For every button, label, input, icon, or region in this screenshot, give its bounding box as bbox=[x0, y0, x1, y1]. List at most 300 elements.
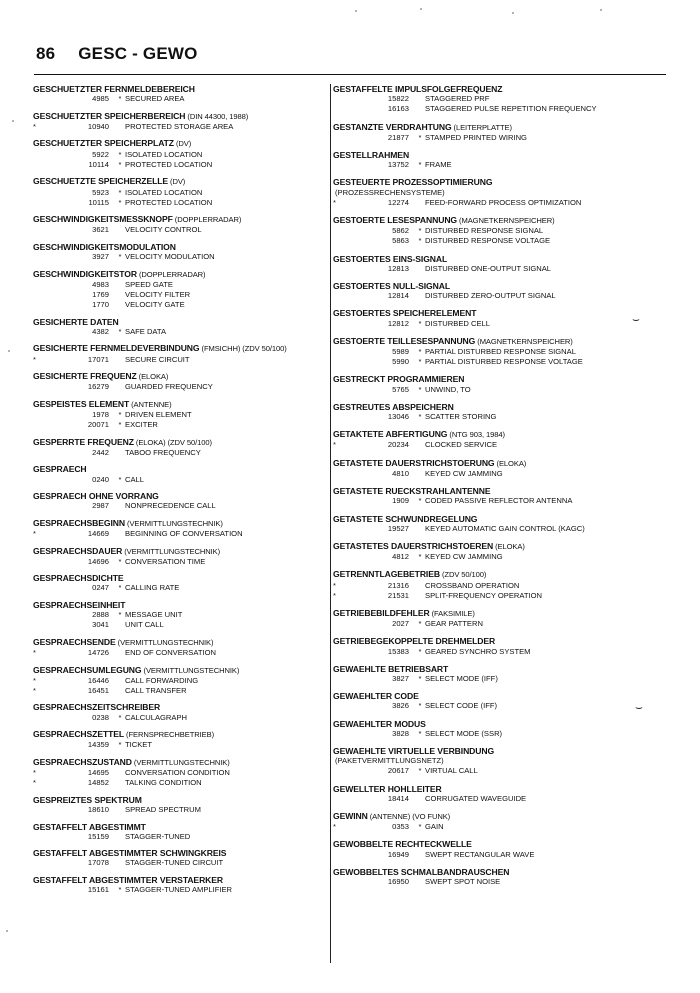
entry-number: 3828 bbox=[392, 728, 409, 738]
headword-note: (FMSICHH) (ZDV 50/100) bbox=[199, 344, 287, 354]
translation-line bbox=[333, 729, 673, 739]
entry-marker bbox=[33, 832, 73, 842]
translation-text: CONVERSATION TIME bbox=[125, 556, 206, 566]
translation-line bbox=[33, 225, 309, 235]
entry-marker bbox=[33, 280, 73, 290]
star-marker bbox=[415, 291, 425, 301]
star-marker bbox=[115, 501, 125, 511]
dictionary-entry bbox=[33, 464, 309, 484]
entry-number: 1770 bbox=[92, 300, 109, 310]
dictionary-entry bbox=[333, 608, 673, 629]
entry-marker bbox=[33, 410, 73, 420]
entry-number: 0240 bbox=[92, 474, 109, 484]
entry-marker bbox=[33, 198, 73, 208]
star-marker: * bbox=[418, 132, 422, 142]
translation-text: KEYED CW JAMMING bbox=[425, 552, 503, 562]
star-marker bbox=[115, 280, 125, 290]
star-marker bbox=[415, 794, 425, 804]
entry-marker: * bbox=[333, 197, 336, 207]
translation-line bbox=[333, 226, 673, 236]
star-marker: * bbox=[118, 326, 122, 336]
page-title: GESC - GEWO bbox=[78, 44, 198, 63]
translation-line bbox=[33, 557, 309, 567]
headword-text: GESPRAECHSZEITSCHREIBER bbox=[33, 702, 161, 713]
star-marker: * bbox=[418, 646, 422, 656]
headword-text: GESCHUETZTE SPEICHERZELLE bbox=[33, 176, 169, 187]
entry-marker: * bbox=[33, 121, 36, 131]
star-marker: * bbox=[118, 187, 122, 197]
headword-text: GESICHERTE FREQUENZ bbox=[33, 371, 137, 382]
entry-headword bbox=[333, 514, 673, 524]
entry-number: 2987 bbox=[92, 501, 109, 511]
headword-text: GEWAEHLTE VIRTUELLE VERBINDUNG bbox=[333, 745, 495, 756]
translation-text: MESSAGE UNIT bbox=[125, 610, 183, 620]
entry-number: 3621 bbox=[92, 225, 109, 235]
dictionary-entry bbox=[33, 84, 309, 104]
entry-marker bbox=[33, 420, 73, 430]
entry-marker bbox=[333, 264, 373, 274]
entry-marker bbox=[333, 291, 373, 301]
dictionary-entry bbox=[33, 214, 309, 235]
translation bbox=[415, 226, 543, 236]
translation-line bbox=[333, 264, 673, 274]
translation bbox=[415, 591, 542, 601]
star-marker: * bbox=[118, 410, 122, 420]
headword-text: GESCHWINDIGKEITSMESSKNOPF bbox=[33, 214, 173, 225]
entry-number: 18414 bbox=[387, 793, 409, 803]
headword-text: GEWAEHLTER CODE bbox=[333, 691, 419, 702]
star-marker: * bbox=[418, 496, 422, 506]
headword-text: GEWOBBELTES SCHMALBANDRAUSCHEN bbox=[333, 866, 510, 877]
entry-headword bbox=[333, 458, 673, 469]
translation bbox=[115, 327, 166, 337]
entry-headword bbox=[33, 343, 309, 354]
translation-text: CALCULAGRAPH bbox=[125, 712, 188, 722]
translation bbox=[115, 94, 185, 104]
dictionary-entry bbox=[33, 176, 309, 208]
translation-text: CALL bbox=[125, 474, 144, 484]
translation bbox=[115, 778, 202, 788]
entry-number: 14696 bbox=[87, 556, 109, 566]
dictionary-entry bbox=[333, 664, 673, 684]
entry-number: 21877 bbox=[387, 132, 409, 142]
translation-line bbox=[333, 524, 673, 534]
entry-marker bbox=[333, 160, 373, 170]
headword-text: GEWAEHLTE BETRIEBSART bbox=[333, 663, 449, 674]
dictionary-entry bbox=[333, 746, 673, 777]
translation-line bbox=[33, 290, 309, 300]
translation-text: SWEPT SPOT NOISE bbox=[425, 876, 501, 886]
translation-text: SECURE CIRCUIT bbox=[125, 354, 190, 364]
entry-number: 4812 bbox=[392, 552, 409, 562]
translation bbox=[415, 440, 497, 450]
headword-text: GESTOERTE TEILLESESPANNUNG bbox=[333, 335, 476, 346]
dictionary-entry bbox=[33, 111, 309, 132]
translation bbox=[415, 647, 531, 657]
entry-number: 14669 bbox=[87, 529, 109, 539]
translation-text: CONVERSATION CONDITION bbox=[125, 768, 230, 778]
translation bbox=[115, 583, 179, 593]
translation-text: DISTURBED RESPONSE VOLTAGE bbox=[425, 236, 551, 246]
star-marker bbox=[115, 290, 125, 300]
translation bbox=[415, 701, 497, 711]
dictionary-entry bbox=[333, 281, 673, 301]
headword-note: (FERNSPRECHBETRIEB) bbox=[124, 730, 215, 740]
entry-headword bbox=[33, 702, 309, 712]
entry-headword bbox=[333, 402, 673, 412]
entry-marker bbox=[33, 160, 73, 170]
entry-number: 12812 bbox=[387, 318, 409, 328]
translation bbox=[415, 412, 496, 422]
dictionary-entry bbox=[33, 848, 309, 868]
entry-headword bbox=[333, 691, 673, 701]
entry-marker bbox=[333, 347, 373, 357]
translation-text: GEARED SYNCHRO SYSTEM bbox=[425, 646, 531, 656]
scan-speck bbox=[355, 10, 357, 12]
translation-line bbox=[333, 766, 673, 776]
entry-marker bbox=[333, 701, 373, 711]
entry-number: 20617 bbox=[387, 766, 409, 776]
entry-number: 3826 bbox=[392, 701, 409, 711]
entry-headword bbox=[33, 518, 309, 529]
entry-marker bbox=[33, 740, 73, 750]
star-marker: * bbox=[118, 740, 122, 750]
translation bbox=[115, 122, 233, 132]
entry-headword bbox=[33, 822, 309, 832]
headword-text: GESPRAECHSDICHTE bbox=[33, 573, 124, 584]
entry-number: 2027 bbox=[392, 619, 409, 629]
headword-note: (VERMITTLUNGSTECHNIK) bbox=[115, 637, 214, 647]
translation-text: TABOO FREQUENCY bbox=[125, 447, 201, 457]
headword-text: GESTAFFELT ABGESTIMMTER SCHWINGKREIS bbox=[33, 848, 227, 859]
entry-marker: * bbox=[33, 778, 36, 788]
star-marker bbox=[415, 850, 425, 860]
translation-text: VIRTUAL CALL bbox=[425, 766, 478, 776]
dictionary-entry bbox=[33, 269, 309, 311]
entry-number: 15159 bbox=[87, 831, 109, 841]
translation-line bbox=[33, 610, 309, 620]
translation bbox=[415, 766, 478, 776]
entry-headword bbox=[333, 374, 673, 384]
translation-text: EXCITER bbox=[125, 420, 158, 430]
entry-number: 16446 bbox=[87, 675, 109, 685]
translation-line bbox=[33, 420, 309, 430]
translation-line bbox=[33, 501, 309, 511]
headword-text: GESPEISTES ELEMENT bbox=[33, 398, 130, 409]
dictionary-entry bbox=[33, 371, 309, 392]
translation-text: SPEED GATE bbox=[125, 279, 173, 289]
entry-number: 5922 bbox=[92, 149, 109, 159]
entry-headword bbox=[33, 464, 309, 474]
translation-line bbox=[33, 188, 309, 198]
headword-note: (DV) bbox=[173, 139, 192, 149]
entry-number: 1909 bbox=[392, 496, 409, 506]
entry-headword bbox=[33, 795, 309, 805]
star-marker: * bbox=[418, 701, 422, 711]
entry-number: 16950 bbox=[387, 876, 409, 886]
page-header bbox=[36, 44, 198, 64]
entry-number: 4983 bbox=[92, 279, 109, 289]
headword-text: GESCHUETZTER SPEICHERPLATZ bbox=[33, 138, 174, 149]
entry-number: 0353 bbox=[392, 822, 409, 832]
translation-text: STAGGER-TUNED AMPLIFIER bbox=[125, 885, 233, 895]
translation-text: ISOLATED LOCATION bbox=[125, 149, 203, 159]
headword-text: GESCHUETZTER FERNMELDEBEREICH bbox=[33, 84, 195, 94]
dictionary-entry bbox=[33, 546, 309, 567]
entry-number: 2442 bbox=[92, 447, 109, 457]
translation-text: CALLING RATE bbox=[125, 583, 180, 593]
dictionary-entry bbox=[333, 336, 673, 368]
translation-line bbox=[333, 357, 673, 367]
translation bbox=[115, 620, 164, 630]
translation bbox=[115, 382, 213, 392]
translation-text: PARTIAL DISTURBED RESPONSE VOLTAGE bbox=[425, 357, 583, 367]
headword-note: (MAGNETKERNSPEICHER) bbox=[475, 336, 573, 346]
translation-line bbox=[333, 496, 673, 506]
headword-note: (ELOKA) bbox=[493, 541, 525, 551]
headword-text: GESICHERTE DATEN bbox=[33, 316, 119, 327]
entry-marker: * bbox=[333, 440, 336, 450]
entry-marker bbox=[333, 385, 373, 395]
entry-headword bbox=[33, 399, 309, 410]
translation-line bbox=[333, 469, 673, 479]
translation-line bbox=[33, 648, 309, 658]
star-marker: * bbox=[418, 347, 422, 357]
dictionary-entry bbox=[33, 491, 309, 511]
translation-text: CORRUGATED WAVEGUIDE bbox=[425, 793, 527, 803]
translation-text: CROSSBAND OPERATION bbox=[425, 580, 520, 590]
translation-line bbox=[33, 94, 309, 104]
translation-text: ISOLATED LOCATION bbox=[125, 187, 203, 197]
translation-line bbox=[33, 686, 309, 696]
translation bbox=[115, 610, 182, 620]
margin-tick-icon: ⌣ bbox=[635, 700, 643, 714]
star-marker: * bbox=[418, 318, 422, 328]
translation-text: SPLIT-FREQUENCY OPERATION bbox=[425, 590, 543, 600]
star-marker bbox=[115, 686, 125, 696]
entry-number: 15161 bbox=[87, 885, 109, 895]
translation bbox=[115, 713, 187, 723]
translation-text: CALL FORWARDING bbox=[125, 675, 199, 685]
entry-marker bbox=[333, 552, 373, 562]
entry-headword bbox=[333, 281, 673, 291]
entry-number: 12274 bbox=[387, 197, 409, 207]
translation-line bbox=[33, 805, 309, 815]
entry-marker bbox=[333, 794, 373, 804]
headword-text: GESPRAECHSUMLEGUNG bbox=[33, 664, 142, 675]
entry-headword bbox=[333, 486, 673, 496]
headword-text: GESTAFFELT ABGESTIMMTER VERSTAERKER bbox=[33, 874, 224, 885]
star-marker bbox=[415, 524, 425, 534]
entry-marker bbox=[33, 805, 73, 815]
headword-subnote: (PROZESSRECHENSYSTEME) bbox=[335, 187, 445, 197]
star-marker bbox=[415, 469, 425, 479]
star-marker: * bbox=[118, 556, 122, 566]
translation bbox=[415, 264, 551, 274]
entry-marker: * bbox=[333, 822, 336, 832]
star-marker: * bbox=[418, 412, 422, 422]
dictionary-entry bbox=[333, 429, 673, 450]
translation bbox=[415, 822, 444, 832]
entry-headword bbox=[33, 437, 309, 448]
translation bbox=[415, 347, 576, 357]
translation-line bbox=[33, 198, 309, 208]
entry-number: 14359 bbox=[87, 740, 109, 750]
entry-headword bbox=[333, 811, 673, 822]
translation-line bbox=[33, 740, 309, 750]
translation bbox=[115, 529, 243, 539]
star-marker bbox=[115, 648, 125, 658]
entry-number: 4985 bbox=[92, 94, 109, 104]
translation-text: NONPRECEDENCE CALL bbox=[125, 501, 216, 511]
translation bbox=[415, 877, 500, 887]
star-marker: * bbox=[118, 583, 122, 593]
star-marker: * bbox=[118, 197, 122, 207]
entry-marker bbox=[33, 300, 73, 310]
translation bbox=[415, 236, 550, 246]
translation-text: STAGGER-TUNED CIRCUIT bbox=[125, 858, 224, 868]
headword-text: GESTREUTES ABSPEICHERN bbox=[333, 401, 454, 412]
translation-line bbox=[33, 410, 309, 420]
entry-headword bbox=[333, 254, 673, 264]
headword-text: GESTOERTES SPEICHERELEMENT bbox=[333, 308, 477, 319]
entry-marker bbox=[33, 327, 73, 337]
translation bbox=[115, 557, 205, 567]
headword-text: GESTANZTE VERDRAHTUNG bbox=[333, 121, 452, 132]
translation-text: SELECT MODE (IFF) bbox=[425, 673, 498, 683]
dictionary-entry bbox=[333, 839, 673, 859]
translation bbox=[115, 225, 202, 235]
translation-text: KEYED AUTOMATIC GAIN CONTROL (KAGC) bbox=[425, 523, 585, 533]
dictionary-entry bbox=[33, 665, 309, 697]
translation-line bbox=[333, 94, 673, 104]
entry-number: 10940 bbox=[87, 121, 109, 131]
star-marker bbox=[415, 440, 425, 450]
translation-line bbox=[33, 382, 309, 392]
translation bbox=[415, 160, 452, 170]
translation-line bbox=[33, 583, 309, 593]
star-marker bbox=[115, 122, 125, 132]
translation bbox=[115, 252, 215, 262]
translation bbox=[115, 198, 212, 208]
translation-text: SPREAD SPECTRUM bbox=[125, 805, 201, 814]
star-marker bbox=[415, 198, 425, 208]
star-marker: * bbox=[418, 357, 422, 367]
dictionary-entry bbox=[333, 569, 673, 601]
entry-marker bbox=[333, 226, 373, 236]
entry-number: 16949 bbox=[387, 849, 409, 859]
translation-line bbox=[333, 198, 673, 208]
entry-marker: * bbox=[333, 590, 336, 600]
dictionary-entry bbox=[33, 573, 309, 593]
entry-headword bbox=[33, 546, 309, 557]
dictionary-entry bbox=[333, 784, 673, 804]
dictionary-entry bbox=[33, 518, 309, 539]
translation bbox=[115, 805, 201, 815]
entry-headword bbox=[33, 317, 309, 327]
dictionary-entry bbox=[333, 84, 673, 115]
dictionary-entry bbox=[333, 254, 673, 274]
scan-speck bbox=[512, 12, 514, 14]
star-marker: * bbox=[118, 885, 122, 895]
entry-number: 14695 bbox=[87, 768, 109, 778]
star-marker: * bbox=[418, 619, 422, 629]
star-marker bbox=[415, 264, 425, 274]
entry-headword bbox=[333, 608, 673, 619]
star-marker bbox=[115, 832, 125, 842]
entry-number: 5923 bbox=[92, 187, 109, 197]
translation-text: VELOCITY FILTER bbox=[125, 290, 191, 300]
dictionary-entry bbox=[33, 242, 309, 262]
entry-number: 20071 bbox=[87, 420, 109, 430]
dictionary-entry bbox=[333, 719, 673, 739]
right-column bbox=[330, 84, 673, 963]
entry-headword bbox=[33, 491, 309, 501]
star-marker: * bbox=[418, 673, 422, 683]
translation-text: SAFE DATA bbox=[125, 326, 167, 336]
headword-text: GESPREIZTES SPEKTRUM bbox=[33, 794, 142, 805]
headword-text: GETRIEBEBILDFEHLER bbox=[333, 607, 430, 618]
dictionary-entry bbox=[333, 636, 673, 656]
entry-number: 0238 bbox=[92, 712, 109, 722]
star-marker bbox=[115, 448, 125, 458]
entry-number: 19527 bbox=[387, 523, 409, 533]
scan-speck bbox=[12, 120, 14, 122]
headword-note: (VERMITTLUNGSTECHNIK) bbox=[141, 665, 240, 675]
dictionary-entry bbox=[33, 729, 309, 750]
translation bbox=[115, 355, 190, 365]
translation bbox=[415, 133, 527, 143]
translation-line bbox=[33, 713, 309, 723]
translation bbox=[115, 475, 144, 485]
translation-line bbox=[333, 133, 673, 143]
headword-text: GETASTETE RUECKSTRAHLANTENNE bbox=[333, 486, 491, 497]
entry-number: 17071 bbox=[87, 354, 109, 364]
dictionary-entry bbox=[333, 122, 673, 143]
entry-headword bbox=[333, 215, 673, 226]
translation-line bbox=[33, 768, 309, 778]
entry-headword bbox=[33, 371, 309, 382]
dictionary-entry bbox=[333, 486, 673, 506]
headword-text: GESCHWINDIGKEITSMODULATION bbox=[33, 241, 176, 252]
entry-number: 12813 bbox=[387, 263, 409, 273]
translation bbox=[415, 291, 556, 301]
translation bbox=[115, 501, 216, 511]
translation-line bbox=[333, 822, 673, 832]
translation-line bbox=[33, 160, 309, 170]
star-marker bbox=[115, 225, 125, 235]
entry-headword bbox=[33, 637, 309, 648]
translation-text: UNWIND, TO bbox=[425, 384, 471, 394]
translation-line bbox=[333, 850, 673, 860]
star-marker bbox=[415, 94, 425, 104]
entry-headword bbox=[33, 729, 309, 740]
dictionary-entry bbox=[333, 150, 673, 170]
entry-marker bbox=[333, 524, 373, 534]
headword-text: GESPRAECHSZUSTAND bbox=[33, 756, 132, 767]
entry-marker bbox=[33, 382, 73, 392]
translation-text: BEGINNING OF CONVERSATION bbox=[125, 529, 243, 539]
headword-text: GESPRAECHSDAUER bbox=[33, 545, 123, 556]
entry-marker bbox=[33, 858, 73, 868]
entry-headword bbox=[333, 839, 673, 849]
entry-marker bbox=[33, 885, 73, 895]
translation-line bbox=[333, 104, 673, 114]
entry-number: 12814 bbox=[387, 291, 409, 301]
dictionary-entry bbox=[33, 399, 309, 431]
translation-line bbox=[333, 581, 673, 591]
translation bbox=[115, 648, 216, 658]
